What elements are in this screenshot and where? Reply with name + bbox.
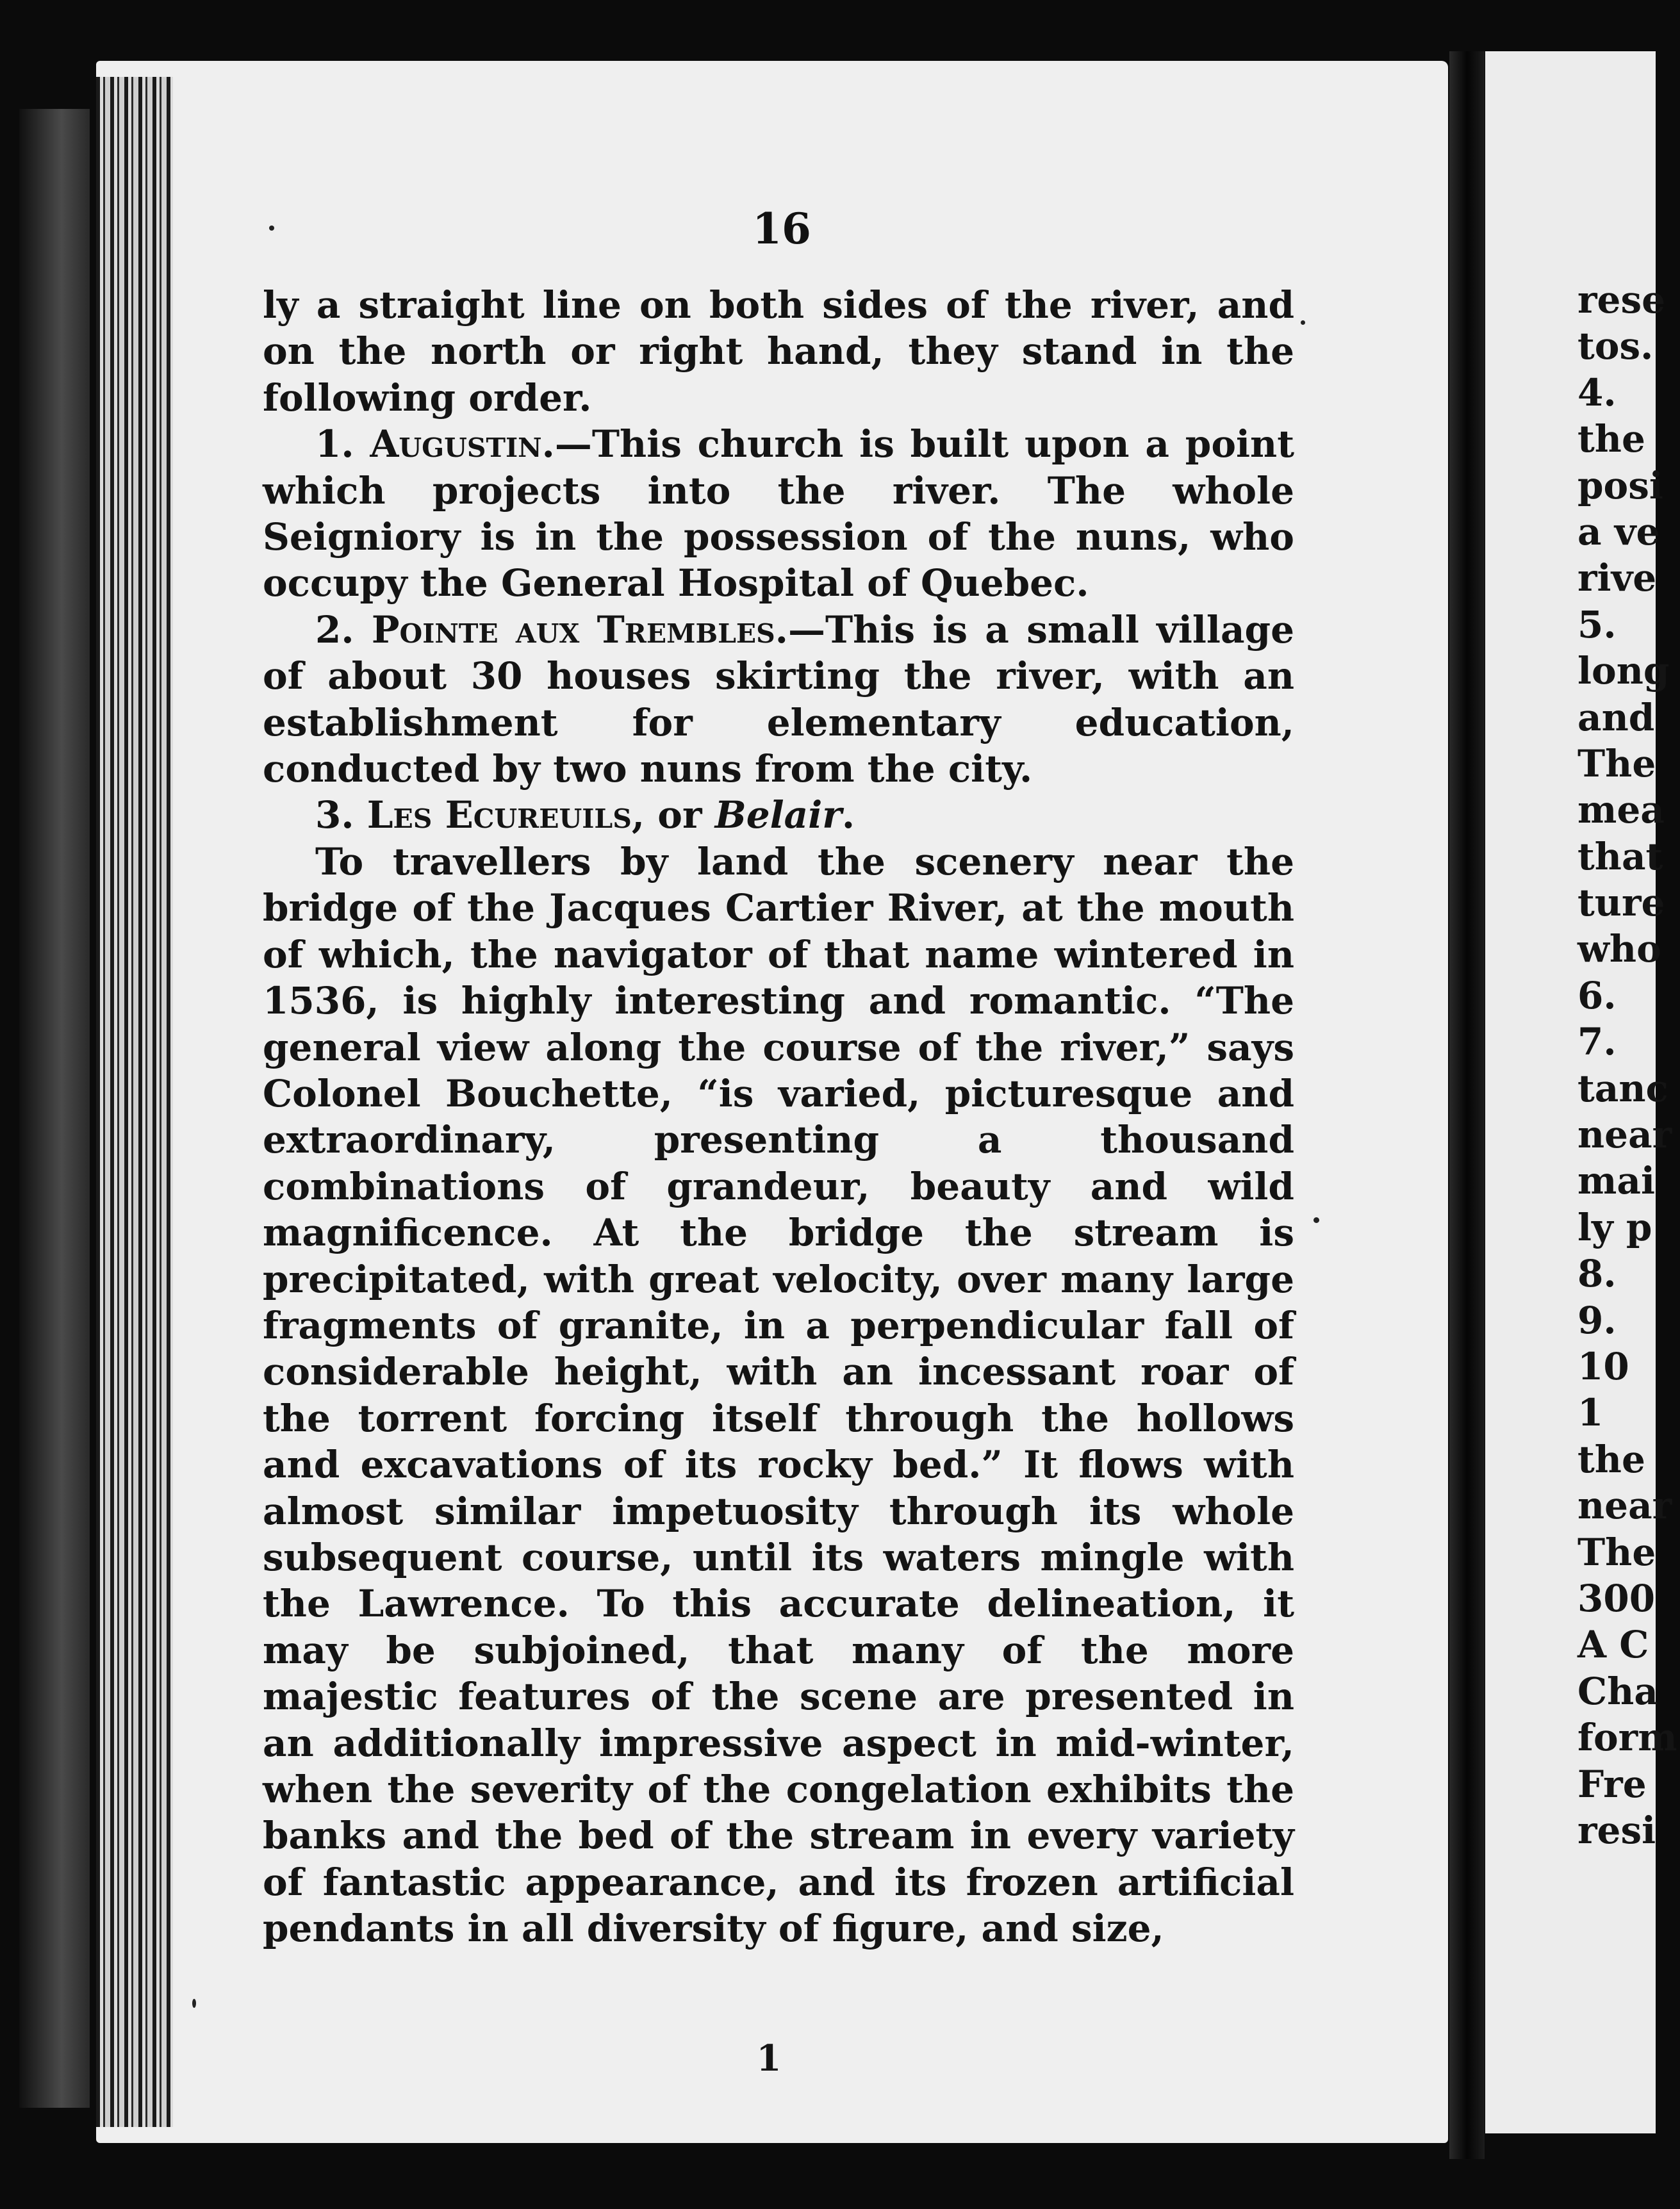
- facing-line: the: [1577, 1437, 1645, 1481]
- ink-speck: [1314, 1217, 1319, 1223]
- facing-line: Cha: [1577, 1669, 1658, 1713]
- facing-line: resi: [1577, 1808, 1656, 1852]
- page-stack-edge: [96, 77, 173, 2127]
- facing-line: 1: [1577, 1391, 1604, 1435]
- paragraph-augustin: [263, 421, 1294, 607]
- facing-line: ture: [1577, 881, 1665, 925]
- facing-line: 9.: [1577, 1298, 1617, 1342]
- facing-line: 8.: [1577, 1252, 1617, 1296]
- facing-line: 4.: [1577, 370, 1617, 415]
- book-gutter: [1449, 51, 1485, 2159]
- facing-line: tanc: [1577, 1066, 1668, 1110]
- facing-line: rive: [1577, 556, 1657, 600]
- item-alt-name: Belair: [714, 793, 842, 837]
- facing-line: 5.: [1577, 602, 1617, 646]
- paragraph-pointe-aux-trembles: [263, 607, 1294, 792]
- facing-line: mea: [1577, 788, 1665, 832]
- item-text: —This is a small village of about 30 houses skirting the river, with an establishment for elementary education, conducted by two nuns from the city.: [263, 607, 1294, 791]
- paragraph-jacques-cartier: To travellers by land the scenery near the bridge of the Jacques Cartier River, at the mouth of which, the navigator of that name wintered in 1536, is highly interesting and romantic. “The general view along the course of the river,” says Colonel Bouchette, “is varied, picturesque and extraordinary, presenting a thousand combinations of grandeur, beauty and wild magnificence. At the bridge the stream is precipitated, with great velocity, over many large fragments of granite, in a perpendicular fall of considerable height, with an incessant roar of the torrent forcing itself through the hollows and excavations of its rocky bed.” It flows with almost similar impetuosity through its whole subsequent course, until its waters mingle with the Lawrence. To this accurate delineation, it may be subjoined, that many of the more majestic features of the scene are presented in an additionally impressive aspect in mid-winter, when the severity of the congelation exhibits the banks and the bed of the stream in every variety of fantastic appearance, and its frozen artificial pendants in all diversity of figure, and size,: [263, 839, 1294, 1951]
- facing-line: The: [1577, 1530, 1656, 1574]
- facing-line: the: [1577, 417, 1645, 461]
- facing-line: 10: [1577, 1344, 1629, 1388]
- book-edge-shadow: [19, 109, 90, 2108]
- item-heading: Pointe aux Trembles.: [371, 607, 788, 652]
- page-number: 16: [752, 204, 811, 254]
- facing-line: who: [1577, 927, 1661, 971]
- facing-line: tos.: [1577, 324, 1654, 368]
- facing-line: posi: [1577, 463, 1663, 507]
- item-number: 1.: [315, 422, 370, 466]
- facing-line: 300: [1577, 1576, 1656, 1620]
- item-heading: Les Ecureuils: [366, 793, 632, 837]
- item-text-end: .: [841, 793, 855, 837]
- facing-line: near: [1577, 1484, 1672, 1528]
- facing-page-text: [1577, 277, 1680, 1853]
- ink-speck: [269, 226, 274, 231]
- item-text: , or: [631, 793, 715, 837]
- paragraph-continuation: ly a straight line on both sides of the river, and on the north or right hand, they stand in the following order.: [263, 283, 1294, 420]
- item-number: 3.: [315, 793, 367, 837]
- ink-speck: [1301, 320, 1305, 325]
- ink-speck: [192, 1999, 196, 2008]
- facing-line: 6.: [1577, 973, 1617, 1017]
- facing-line: a ve: [1577, 509, 1660, 554]
- signature-mark: 1: [756, 2037, 782, 2080]
- facing-line: The: [1577, 741, 1656, 785]
- item-heading: Augustin.: [370, 422, 555, 466]
- facing-line: and: [1577, 695, 1655, 739]
- facing-line: A C: [1577, 1623, 1649, 1667]
- facing-line: mai: [1577, 1159, 1655, 1203]
- paragraph-les-ecureuils: [263, 792, 1294, 838]
- facing-line: rese: [1577, 278, 1666, 322]
- facing-line: near: [1577, 1113, 1672, 1157]
- body-text: [263, 282, 1294, 1952]
- facing-line: that: [1577, 834, 1663, 878]
- facing-line: Fre: [1577, 1762, 1647, 1806]
- facing-line: 7.: [1577, 1020, 1617, 1064]
- item-text: —This church is built upon a point which projects into the river. The whole Seigniory is in the possession of the nuns, who occupy the General Hospital of Quebec.: [263, 422, 1295, 605]
- facing-line: ly p: [1577, 1205, 1652, 1249]
- facing-line: form: [1577, 1716, 1677, 1760]
- item-number: 2.: [315, 607, 372, 652]
- facing-line: long: [1577, 649, 1670, 693]
